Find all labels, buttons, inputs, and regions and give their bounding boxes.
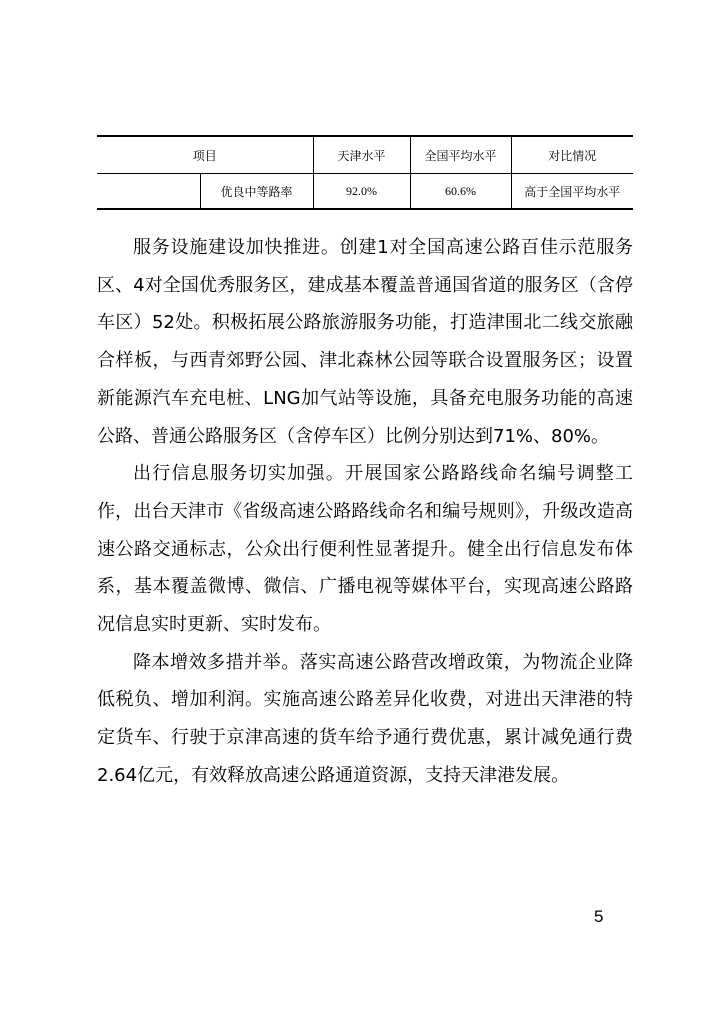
page-number: 5	[594, 907, 604, 926]
header-national-average: 全国平均水平	[410, 136, 511, 174]
road-quality-comparison-table	[97, 135, 633, 210]
table-row	[97, 174, 633, 210]
header-item: 项目	[97, 136, 313, 174]
header-tianjin-level: 天津水平	[313, 136, 410, 174]
paragraph-travel-information: 出行信息服务切实加强。开展国家公路路线命名编号调整工作，出台天津市《省级高速公路路线命名和编号规则》，升级改造高速公路交通标志，公众出行便利性显著提升。健全出行信息发布体系，基本覆盖微博、微信、广播电视等媒体平台，实现高速公路路况信息实时更新、实时发布。	[97, 463, 633, 636]
cell-comparison: 高于全国平均水平	[511, 174, 633, 210]
row-category-blank	[97, 174, 200, 210]
body-text	[97, 229, 633, 795]
paragraph-service-facilities: 服务设施建设加快推进。创建1对全国高速公路百佳示范服务区、4对全国优秀服务区，建成基本覆盖普通国省道的服务区（含停车区）52处。积极拓展公路旅游服务功能，打造津围北二线交旅融合样板，与西青郊野公园、津北森林公园等联合设置服务区；设置新能源汽车充电桩、LNG加气站等设施，具备充电服务功能的高速公路、普通公路服务区（含停车区）比例分别达到71%、80%。	[97, 237, 633, 447]
cell-national-value: 60.6%	[410, 174, 511, 210]
comparison-table-wrapper	[97, 135, 633, 210]
header-comparison: 对比情况	[511, 136, 633, 174]
paragraph-cost-reduction: 降本增效多措并举。落实高速公路营改增政策，为物流企业降低税负、增加利润。实施高速公路差异化收费，对进出天津港的特定货车、行驶于京津高速的货车给予通行费优惠，累计减免通行费2.64亿元，有效释放高速公路通道资源，支持天津港发展。	[97, 651, 633, 786]
table-header-row	[97, 136, 633, 174]
cell-item: 优良中等路率	[200, 174, 313, 210]
cell-tianjin-value: 92.0%	[313, 174, 410, 210]
